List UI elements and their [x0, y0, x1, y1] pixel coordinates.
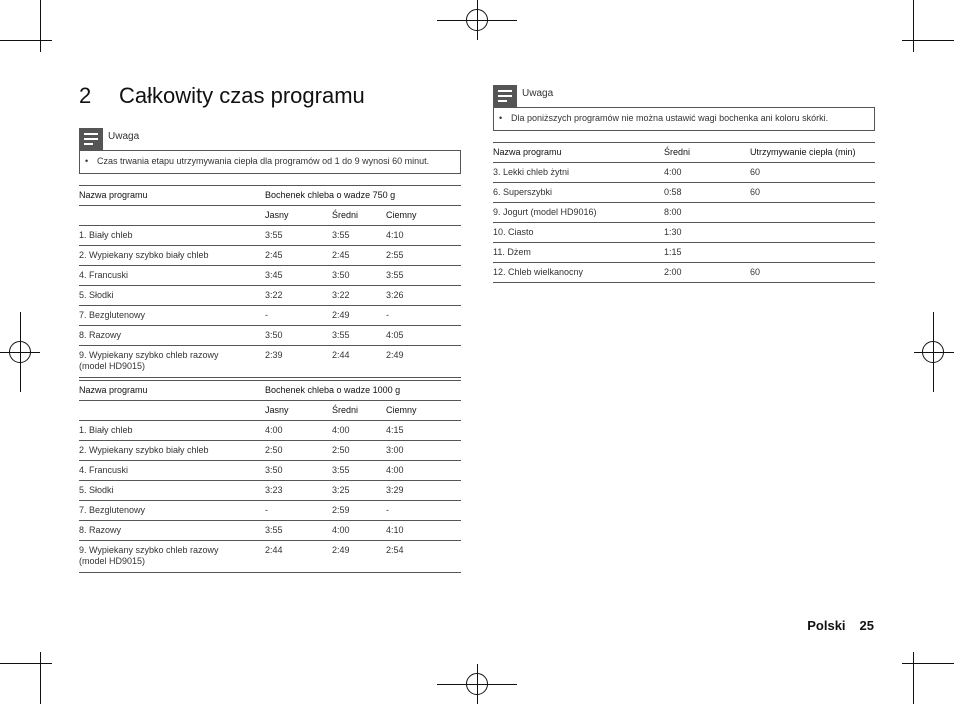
table-cell: 2:00	[664, 263, 750, 283]
table-row	[493, 223, 875, 243]
header-cell: Jasny	[265, 206, 332, 226]
registration-circle	[922, 341, 944, 363]
bullet: •	[85, 156, 89, 166]
table-cell: 8. Razowy	[79, 521, 265, 541]
header-cell: Bochenek chleba o wadze 1000 g	[265, 381, 461, 401]
table-cell: 2:50	[265, 441, 332, 461]
crop-mark	[902, 663, 954, 664]
section-number: 2	[79, 83, 92, 108]
page-number: 25	[859, 618, 874, 633]
table-cell: 3. Lekki chleb żytni	[493, 163, 664, 183]
table-cell: 2:39	[265, 346, 332, 378]
table-subheader-row	[79, 401, 461, 421]
table-row	[79, 306, 461, 326]
table-cell: 2:44	[265, 541, 332, 573]
crop-mark	[902, 40, 954, 41]
table-cell: 3:29	[386, 481, 461, 501]
table-cell: 4. Francuski	[79, 461, 265, 481]
table-cell: 3:26	[386, 286, 461, 306]
table-subheader-row	[79, 206, 461, 226]
table-row	[79, 226, 461, 246]
table-row	[493, 183, 875, 203]
crop-mark	[0, 663, 52, 664]
table-row	[79, 501, 461, 521]
table-cell: 60	[750, 163, 875, 183]
note-label: Uwaga	[108, 131, 140, 142]
header-cell: Nazwa programu	[79, 381, 265, 401]
table-cell: 0:58	[664, 183, 750, 203]
header-cell: Średni	[332, 401, 386, 421]
header-cell: Nazwa programu	[493, 143, 664, 163]
note-icon	[493, 85, 517, 107]
table-cell: 1:15	[664, 243, 750, 263]
table-cell: 12. Chleb wielkanocny	[493, 263, 664, 283]
table-cell: 11. Dżem	[493, 243, 664, 263]
crop-mark	[0, 40, 52, 41]
table-cell: 3:50	[265, 461, 332, 481]
table-cell: 2:49	[332, 541, 386, 573]
table-cell: 2:55	[386, 246, 461, 266]
table-cell: -	[386, 501, 461, 521]
table-cell: 4:10	[386, 521, 461, 541]
note-header	[79, 128, 199, 150]
table-row	[493, 243, 875, 263]
table-cell: 8. Razowy	[79, 326, 265, 346]
page-title	[79, 83, 365, 109]
table-cell: 3:55	[332, 461, 386, 481]
table-cell: -	[386, 306, 461, 326]
table-header-row	[493, 143, 875, 163]
note-text: Dla poniższych programów nie można ustawić wagi bochenka ani koloru skórki.	[511, 113, 829, 123]
note-box	[79, 150, 461, 174]
table-cell: 2. Wypiekany szybko biały chleb	[79, 246, 265, 266]
table-cell: 4:00	[332, 521, 386, 541]
table-cell: 4:00	[664, 163, 750, 183]
bullet: •	[499, 113, 503, 123]
table-cell: 2:45	[265, 246, 332, 266]
registration-circle	[466, 9, 488, 31]
table-cell: 10. Ciasto	[493, 223, 664, 243]
table-750g	[79, 185, 461, 378]
table-row	[79, 441, 461, 461]
table-row	[493, 203, 875, 223]
table-cell: 4. Francuski	[79, 266, 265, 286]
registration-circle	[466, 673, 488, 695]
table-cell: 2:44	[332, 346, 386, 378]
table-other-programs	[493, 142, 875, 283]
table-1000g	[79, 380, 461, 573]
table-cell: 2:49	[332, 306, 386, 326]
table-row	[79, 541, 461, 573]
header-cell: Nazwa programu	[79, 186, 265, 206]
table-cell	[750, 203, 875, 223]
table-header-row	[79, 186, 461, 206]
note-text: Czas trwania etapu utrzymywania ciepła dla programów od 1 do 9 wynosi 60 minut.	[97, 156, 430, 166]
table-cell: 4:00	[386, 461, 461, 481]
table-cell: 2:50	[332, 441, 386, 461]
table-row	[79, 346, 461, 378]
table-cell: 3:22	[332, 286, 386, 306]
note-icon	[79, 128, 103, 150]
header-cell: Jasny	[265, 401, 332, 421]
table-cell: 3:55	[332, 226, 386, 246]
registration-circle	[9, 341, 31, 363]
footer-language: Polski	[807, 618, 846, 633]
page-footer	[807, 618, 874, 633]
table-cell: 9. Wypiekany szybko chleb razowy (model HD9015)	[79, 346, 265, 378]
table-cell: 3:22	[265, 286, 332, 306]
table-cell: 3:45	[265, 266, 332, 286]
crop-mark	[913, 0, 914, 52]
section-title: Całkowity czas programu	[119, 83, 365, 108]
table-cell: 3:55	[265, 521, 332, 541]
table-cell: 4:10	[386, 226, 461, 246]
header-cell	[79, 401, 265, 421]
table-header-row	[79, 381, 461, 401]
table-row	[79, 461, 461, 481]
table-row	[79, 266, 461, 286]
table-cell: 3:25	[332, 481, 386, 501]
table-row	[493, 163, 875, 183]
table-row	[79, 326, 461, 346]
header-cell: Ciemny	[386, 401, 461, 421]
table-cell: 3:00	[386, 441, 461, 461]
table-cell: 2:49	[386, 346, 461, 378]
table-row	[79, 521, 461, 541]
table-cell: 4:00	[332, 421, 386, 441]
header-cell: Utrzymywanie ciepła (min)	[750, 143, 875, 163]
table-cell: 1:30	[664, 223, 750, 243]
table-cell: 2. Wypiekany szybko biały chleb	[79, 441, 265, 461]
crop-mark	[913, 652, 914, 704]
table-cell: 1. Biały chleb	[79, 226, 265, 246]
table-cell: 1. Biały chleb	[79, 421, 265, 441]
crop-mark	[40, 0, 41, 52]
table-cell: 60	[750, 263, 875, 283]
table-cell: 5. Słodki	[79, 286, 265, 306]
table-cell: 8:00	[664, 203, 750, 223]
table-cell: -	[265, 306, 332, 326]
note-box	[493, 107, 875, 131]
table-cell: 7. Bezglutenowy	[79, 501, 265, 521]
table-cell: 2:54	[386, 541, 461, 573]
table-row	[79, 246, 461, 266]
header-cell: Średni	[664, 143, 750, 163]
table-cell: 3:50	[265, 326, 332, 346]
table-cell: 3:23	[265, 481, 332, 501]
header-cell: Ciemny	[386, 206, 461, 226]
table-row	[79, 421, 461, 441]
table-cell: 3:50	[332, 266, 386, 286]
header-cell: Bochenek chleba o wadze 750 g	[265, 186, 461, 206]
table-cell	[750, 223, 875, 243]
table-cell: 2:45	[332, 246, 386, 266]
table-cell	[750, 243, 875, 263]
note-label: Uwaga	[522, 88, 554, 99]
table-cell: 3:55	[332, 326, 386, 346]
table-cell: 9. Wypiekany szybko chleb razowy (model HD9015)	[79, 541, 265, 573]
header-cell	[79, 206, 265, 226]
table-row	[79, 286, 461, 306]
table-cell: 60	[750, 183, 875, 203]
table-cell: -	[265, 501, 332, 521]
table-cell: 3:55	[265, 226, 332, 246]
table-cell: 5. Słodki	[79, 481, 265, 501]
table-cell: 7. Bezglutenowy	[79, 306, 265, 326]
table-row	[79, 481, 461, 501]
crop-mark	[40, 652, 41, 704]
table-cell: 4:05	[386, 326, 461, 346]
note-header	[493, 85, 613, 107]
table-cell: 6. Superszybki	[493, 183, 664, 203]
table-cell: 2:59	[332, 501, 386, 521]
table-cell: 3:55	[386, 266, 461, 286]
table-cell: 4:15	[386, 421, 461, 441]
table-cell: 9. Jogurt (model HD9016)	[493, 203, 664, 223]
table-row	[493, 263, 875, 283]
table-cell: 4:00	[265, 421, 332, 441]
header-cell: Średni	[332, 206, 386, 226]
